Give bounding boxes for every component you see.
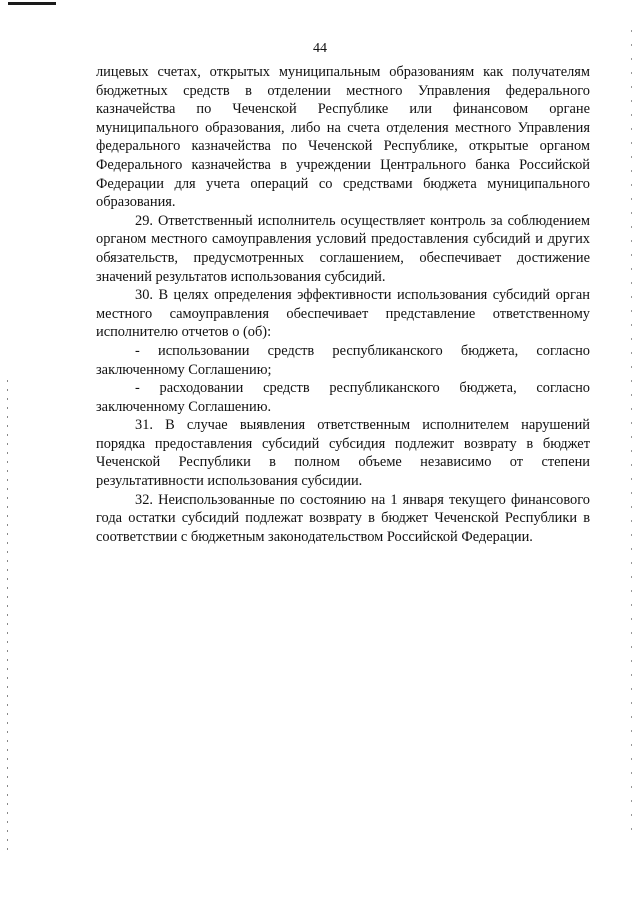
paragraph-29: 29. Ответственный исполнитель осуществляет контроль за соблюдением органом местного самоуправления условий предоставления субсидий и других обязательств, предусмотренных соглашением, обеспечивает достижение значений результатов использования субсидий.	[96, 212, 590, 285]
paragraph-continuation: лицевых счетах, открытых муниципальным образованиям как получателям бюджетных средств в отделении местного Управления федерального казначейства по Чеченской Республике или финансовом органе муниципального образования, либо на счета отделения местного Управления федерального казначейства по Чеченской Республике, открытые органом Федерального казначейства в учреждении Центрального банка Российской Федерации для учета операций со средствами бюджета муниципального образования.	[96, 64, 590, 211]
list-item-spending: - расходовании средств республиканского бюджета, согласно заключенному Соглашению.	[96, 380, 590, 415]
page-number: 44	[313, 41, 327, 56]
scan-edge-speckle-right	[631, 30, 632, 830]
paragraph-30: 30. В целях определения эффективности использования субсидий орган местного самоуправления обеспечивает представление ответственному исполнителю отчетов о (об):	[96, 287, 590, 341]
document-body	[96, 63, 590, 546]
paragraph-31: 31. В случае выявления ответственным исполнителем нарушений порядка предоставления субсидий субсидия подлежит возврату в бюджет Чеченской Республики в полном объеме независимо от степени результативности использования субсидии.	[96, 417, 590, 490]
scan-edge-speckle-left	[7, 380, 8, 850]
scan-edge-mark	[8, 2, 56, 5]
list-item-usage: - использовании средств республиканского бюджета, согласно заключенному Соглашению;	[96, 342, 590, 378]
paragraph-32: 32. Неиспользованные по состоянию на 1 января текущего финансового года остатки субсидий подлежат возврату в бюджет Чеченской Республики в соответствии с бюджетным законодательством Российской Федерации.	[96, 491, 590, 545]
